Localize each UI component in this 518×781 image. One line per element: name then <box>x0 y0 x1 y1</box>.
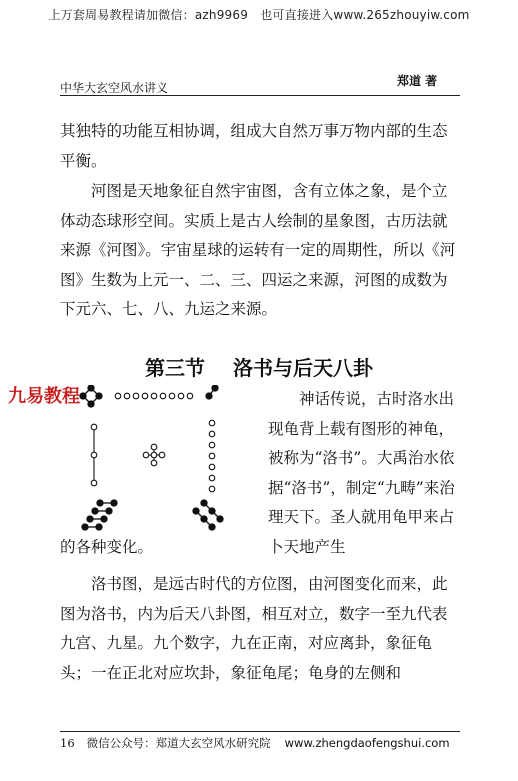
page-footer <box>60 735 450 751</box>
brand-watermark-label: 九易教程 <box>8 386 80 407</box>
page-number: 16 <box>60 736 75 750</box>
paragraph-3 <box>60 570 460 688</box>
luoshu-diagram-svg <box>78 385 238 535</box>
header-rule <box>60 95 460 96</box>
running-header-title: 中华大玄空风水讲义 <box>60 81 169 95</box>
section-number: 第三节 <box>145 356 205 380</box>
paragraph-text: 洛书图，是远古时代的方位图，由河图变化而来，此图为洛书，内为后天八卦图，相互对立，数字一至九代表九宫、九星。九个数字，九在正南，对应离卦，象征龟头；一在正北对应坎卦，象征龟尾；龟身的左侧和 <box>60 575 448 682</box>
footer-wechat: 微信公众号：郑道大玄空风水研究院 <box>86 736 271 750</box>
paragraph-2 <box>60 177 460 325</box>
paragraph-text: 其独特的功能互相协调，组成大自然万事万物内部的生态平衡。 <box>60 122 448 170</box>
paragraph-text: 河图是天地象征自然宇宙图，含有立体之象，是个立体动态球形空间。实质上是古人绘制的星象图，古历法就来源《河图》。宇宙星球的运转有一定的周期性，所以《河图》生数为上元一、二、三、四运之来源，河图的成数为下元六、七、八、九运之来源。 <box>60 182 456 318</box>
luoshu-diagram <box>78 385 238 535</box>
section-title: 洛书与后天八卦 <box>233 356 373 380</box>
watermark-banner: 上万套周易教程请加微信：azh9969 也可直接进入www.265zhouyiw.com <box>48 8 470 22</box>
running-header-author: 郑道 著 <box>397 74 438 88</box>
paragraph-continuation: 的各种变化。 <box>60 538 154 556</box>
section-heading <box>0 352 518 381</box>
paragraph-1 <box>60 117 460 176</box>
footer-url: www.zhengdaofengshui.com <box>284 736 450 750</box>
side-paragraph <box>268 385 468 562</box>
footer-rule <box>60 731 460 732</box>
paragraph-text: 神话传说，古时洛水出现龟背上载有图形的神龟，被称为“洛书”。大禹治水依据“洛书”，制定“九畴”来治理天下。圣人就用龟甲来占卜天地产生 <box>268 390 455 556</box>
